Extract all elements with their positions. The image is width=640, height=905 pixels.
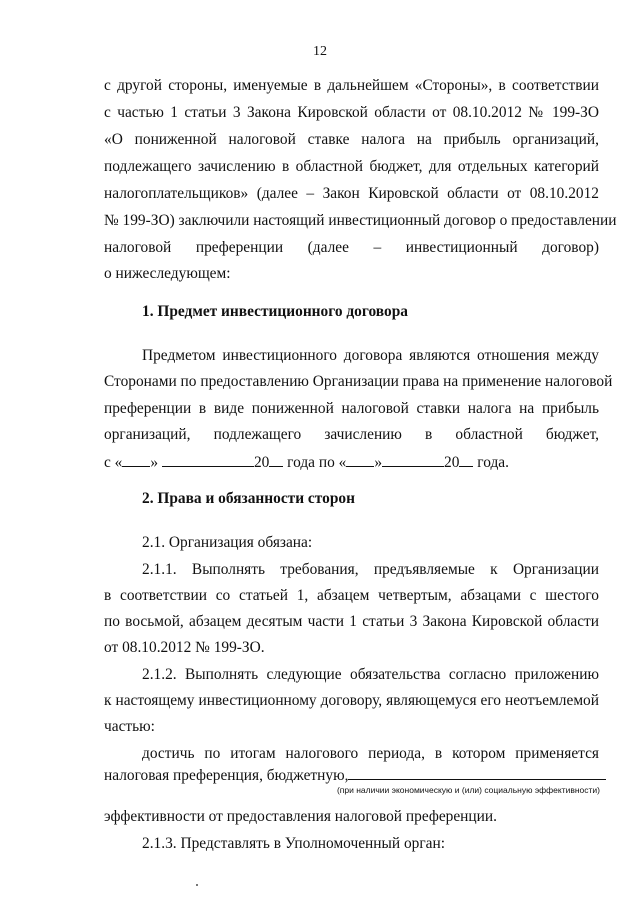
blank-month-from (162, 452, 254, 467)
paragraph-line: 2.1. Организация обязана: (142, 534, 313, 551)
intro-line: с другой стороны, именуемые в дальнейшем «Стороны», в соответствии (104, 77, 599, 94)
paragraph-line: к настоящему инвестиционному договору, являющемуся его неотъемлемой (104, 692, 599, 709)
paragraph-line: 2.1.3. Представлять в Уполномоченный орган: (142, 835, 445, 852)
intro-line: налогоплательщиков» (далее – Закон Кировской области от 08.10.2012 (104, 185, 599, 202)
paragraph-line: Предметом инвестиционного договора являются отношения между (142, 347, 599, 364)
scan-speck (196, 884, 198, 886)
intro-line: о нижеследующем: (104, 265, 231, 282)
paragraph-line: по восьмой, абзацем десятым части 1 статьи 3 Закона Кировской области (104, 613, 599, 630)
blank-year-to (459, 452, 473, 467)
paragraph-line: Сторонами по предоставлению Организации права на применение налоговой (104, 373, 613, 390)
budget-line: налоговая преференция, бюджетную, (104, 765, 599, 786)
paragraph-line: организаций, подлежащего зачислению в областной бюджет, (104, 426, 599, 443)
intro-line: с частью 1 статьи 3 Закона Кировской области от 08.10.2012 № 199-ЗО (104, 104, 599, 121)
paragraph-line: достичь по итогам налогового периода, в котором применяется (142, 745, 599, 762)
paragraph-line: 2.1.1. Выполнять требования, предъявляемые к Организации (142, 561, 599, 578)
section-heading: 1. Предмет инвестиционного договора (142, 303, 408, 320)
intro-line: «О пониженной налоговой ставке налога на прибыль организаций, (104, 131, 599, 148)
page-number: 12 (313, 44, 327, 59)
paragraph-line: преференции в виде пониженной налоговой ставки налога на прибыль (104, 400, 599, 417)
paragraph-line: в соответствии со статьей 1, абзацем четвертым, абзацами с шестого (104, 587, 599, 604)
section-heading: 2. Права и обязанности сторон (142, 490, 355, 507)
intro-line: подлежащего зачислению в областной бюджет, для отдельных категорий (104, 158, 599, 175)
blank-day-from (122, 452, 150, 467)
paragraph-line: частью: (104, 718, 155, 735)
blank-effectiveness (348, 765, 606, 780)
blank-day-to (346, 452, 374, 467)
paragraph-line: от 08.10.2012 № 199-ЗО. (104, 639, 265, 656)
blank-month-to (382, 452, 444, 467)
blank-year-from (269, 452, 283, 467)
intro-line: № 199-ЗО) заключили настоящий инвестиционный договор о предоставлении (104, 212, 617, 229)
paragraph-line: 2.1.2. Выполнять следующие обязательства согласно приложению (142, 666, 599, 683)
date-range-line: с « » 20 года по « » 20 года. (104, 454, 509, 471)
field-caption: (при наличии экономическую и (или) социальную эффективности) (336, 785, 600, 795)
paragraph-line: эффективности от предоставления налоговой преференции. (104, 808, 497, 825)
intro-line: налоговой преференции (далее – инвестиционный договор) (104, 239, 599, 256)
